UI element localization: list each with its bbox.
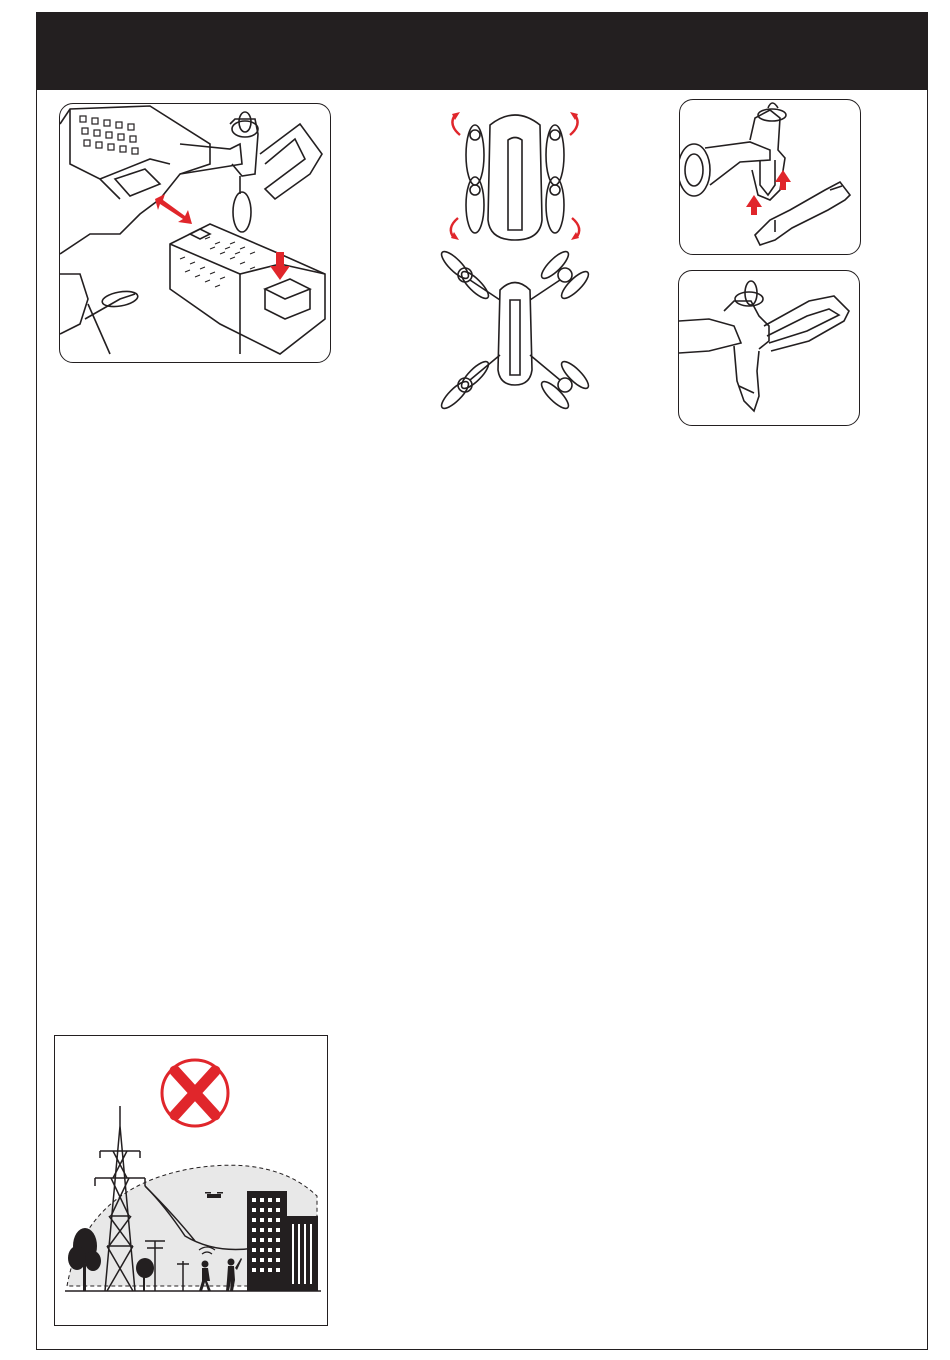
no-fly-zone-warning-illustration <box>54 1035 328 1326</box>
header-bar <box>36 12 928 90</box>
battery-install-illustration <box>59 103 331 363</box>
prop-guard-attached-illustration <box>678 270 860 426</box>
fold-arms-illustration <box>430 100 610 420</box>
arrow-up-icon <box>746 170 791 215</box>
prop-guard-attach-illustration <box>679 99 861 255</box>
x-mark-icon <box>162 1060 228 1126</box>
